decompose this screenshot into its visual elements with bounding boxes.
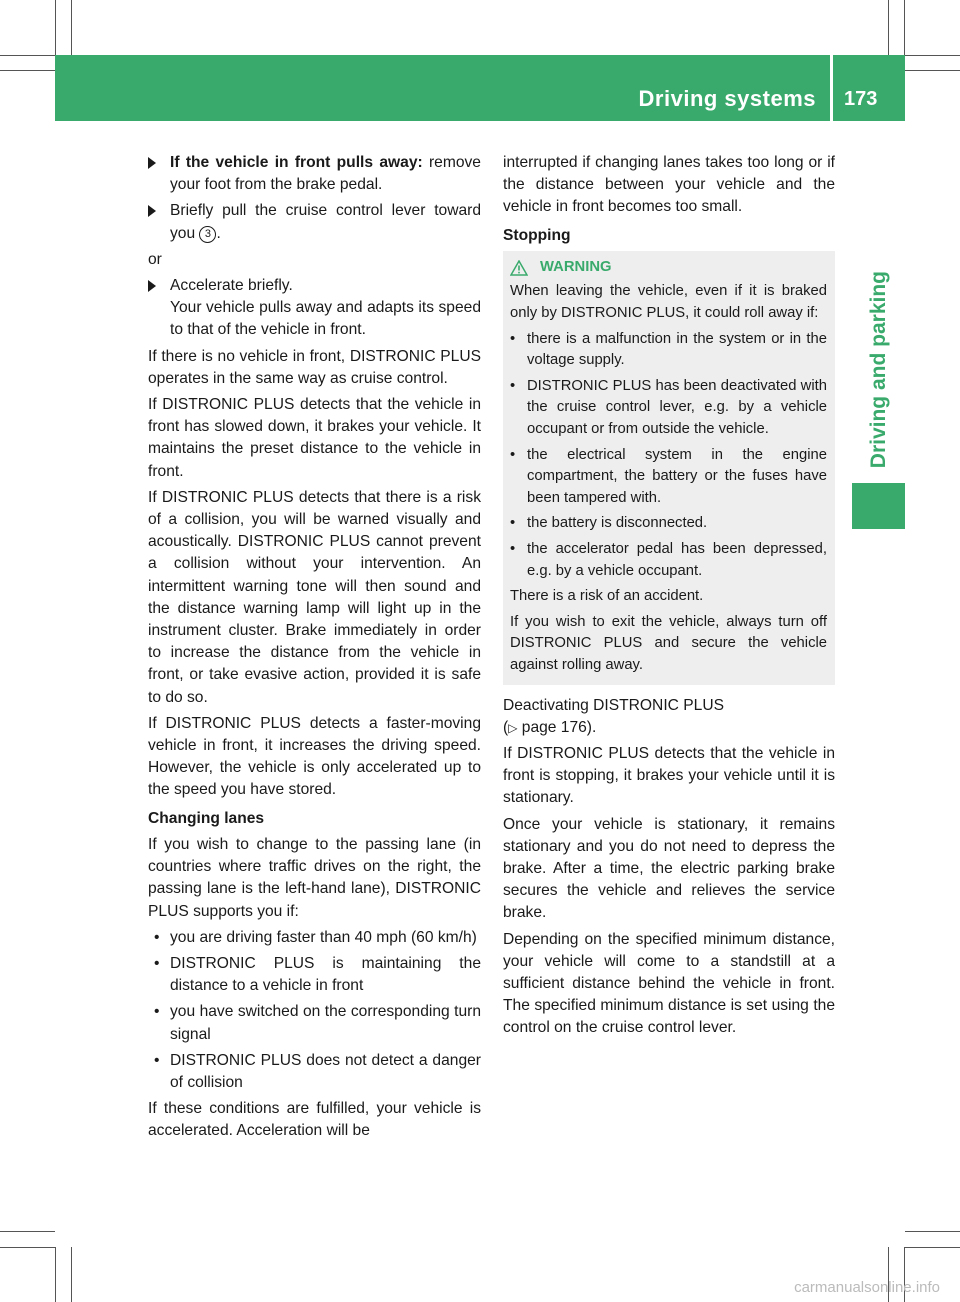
crop-mark — [905, 1247, 960, 1248]
list-item-text: you have switched on the corresponding turn signal — [170, 1003, 481, 1043]
step-text: Briefly pull the cruise control lever toward you — [170, 202, 481, 242]
page-number: 173 — [844, 88, 878, 110]
list-item-text: the battery is disconnected. — [527, 515, 708, 532]
bullet-icon: • — [154, 1003, 160, 1021]
crop-mark — [55, 1247, 56, 1302]
bullet-icon: • — [510, 446, 516, 463]
circled-number-icon: 3 — [199, 226, 216, 243]
list-item-text: you are driving faster than 40 mph (60 km/h) — [170, 928, 477, 946]
paragraph: If DISTRONIC PLUS detects that the vehicle in front is stopping, it brakes your vehicle until it is stationary. — [503, 744, 835, 807]
crop-mark — [55, 0, 56, 55]
paragraph: If there is no vehicle in front, DISTRONIC PLUS operates in the same way as cruise control. — [148, 347, 481, 387]
paragraph: Once your vehicle is stationary, it remains stationary and you do not need to depress the brake. After a time, the electric parking brake secures the vehicle and relieves the service brake. — [503, 815, 835, 922]
crop-mark — [71, 0, 72, 55]
paragraph: If these conditions are fulfilled, your vehicle is accelerated. Acceleration will be — [148, 1100, 481, 1140]
list-item-text: DISTRONIC PLUS does not detect a danger of collision — [170, 1051, 481, 1091]
list-item — [148, 1001, 481, 1045]
or-text: or — [148, 250, 162, 268]
bullet-icon: • — [154, 1051, 160, 1069]
warning-header — [510, 257, 827, 279]
crop-mark — [0, 1231, 55, 1232]
bullet-icon: • — [510, 540, 516, 557]
ref-paren: ( — [503, 718, 509, 736]
warning-advice: If you wish to exit the vehicle, always turn off DISTRONIC PLUS and secure the vehicle against rolling away. — [510, 613, 827, 673]
list-item-text: the electrical system in the engine compartment, the battery or the fuses have been tampered with. — [527, 446, 827, 506]
list-item-text: DISTRONIC PLUS has been deactivated with the cruise control lever, e.g. by a vehicle occupant or from outside the vehicle. — [527, 377, 827, 437]
section-title: Driving systems — [638, 86, 816, 111]
list-item-text: DISTRONIC PLUS is maintaining the distance to a vehicle in front — [170, 954, 481, 995]
crop-mark — [0, 70, 55, 71]
step-arrow-icon — [148, 205, 156, 217]
paragraph: interrupted if changing lanes takes too long or if the distance between your vehicle and the vehicle in front becomes too small. — [503, 154, 835, 216]
bullet-icon: • — [510, 330, 516, 347]
list-item-text: the accelerator pedal has been depressed, e.g. by a vehicle occupant. — [527, 540, 827, 579]
step-text-end: . — [216, 224, 221, 242]
step-item — [148, 200, 481, 244]
crop-mark — [0, 1247, 55, 1248]
warning-title: WARNING — [540, 258, 612, 275]
paragraph: If you wish to change to the passing lane (in countries where traffic drives on the right, the passing lane is the left-hand lane), DISTRONIC PLUS supports you if: — [148, 835, 481, 920]
warning-list-item — [510, 513, 827, 535]
chapter-label: Driving and parking — [866, 271, 890, 469]
warning-list-item — [510, 329, 827, 372]
bullet-icon: • — [510, 377, 516, 394]
step-bold-text: If the vehicle in front pulls away: — [170, 154, 423, 171]
step-arrow-icon — [148, 280, 156, 292]
step-item — [148, 152, 481, 196]
side-tab-marker — [852, 483, 905, 529]
warning-risk: There is a risk of an accident. — [510, 588, 704, 605]
warning-triangle-icon — [510, 260, 528, 276]
warning-list-item — [510, 539, 827, 582]
page-reference-link[interactable]: page 176). — [517, 718, 597, 736]
watermark: carmanualsonline.info — [794, 1279, 940, 1296]
step-text: Accelerate briefly. — [170, 277, 293, 295]
crop-mark — [71, 1247, 72, 1302]
right-column — [503, 152, 835, 1044]
crop-mark — [0, 55, 55, 56]
section-heading: Changing lanes — [148, 809, 265, 827]
warning-list-item — [510, 376, 827, 441]
paragraph: Depending on the specified minimum distance, your vehicle will come to a standstill at a sufficient distance behind the vehicle in front. The specified minimum distance is set using the control on the cruise control lever. — [503, 930, 835, 1037]
crop-mark — [905, 70, 960, 71]
header-divider — [830, 55, 833, 121]
warning-intro: When leaving the vehicle, even if it is braked only by DISTRONIC PLUS, it could roll away if: — [510, 283, 827, 321]
crop-mark — [888, 0, 889, 55]
warning-list-item — [510, 445, 827, 510]
paragraph: If DISTRONIC PLUS detects that there is a risk of a collision, you will be warned visually and acoustically. DISTRONIC PLUS cannot prevent a collision without your intervention. An intermittent warning tone will then sound and the distance warning lamp will light up in the instrument cluster. Brake immediately in order to increase the distance from the vehicle in front, or take evasive action, provided it is safe to do so. — [148, 488, 481, 706]
cross-reference-text: Deactivating DISTRONIC PLUS — [503, 696, 724, 714]
crop-mark — [905, 1231, 960, 1232]
crop-mark — [905, 55, 960, 56]
list-item — [148, 953, 481, 997]
side-tab — [852, 255, 905, 485]
bullet-icon: • — [510, 515, 516, 532]
list-item-text: there is a malfunction in the system or in the voltage supply. — [527, 330, 827, 369]
bullet-icon: • — [154, 954, 160, 972]
paragraph: If DISTRONIC PLUS detects that the vehicle in front has slowed down, it brakes your vehicle. It maintains the preset distance to the vehicle in front. — [148, 396, 481, 480]
step-result-text: Your vehicle pulls away and adapts its speed to that of the vehicle in front. — [170, 299, 481, 339]
left-column — [148, 152, 481, 1147]
step-item — [148, 275, 481, 342]
list-item — [148, 1050, 481, 1094]
step-text: remove your foot from the brake pedal. — [170, 154, 481, 194]
cross-reference — [503, 695, 835, 739]
page-ref-arrow-icon: ▷ — [508, 720, 518, 735]
step-arrow-icon — [148, 157, 156, 169]
warning-box — [503, 251, 835, 685]
bullet-icon: • — [154, 928, 160, 946]
paragraph: If DISTRONIC PLUS detects a faster-moving vehicle in front, it increases the driving speed. However, the vehicle is only accelerated up to the speed you have stored. — [148, 714, 481, 799]
section-heading: Stopping — [503, 226, 571, 244]
crop-mark — [904, 0, 905, 55]
list-item — [148, 927, 481, 949]
